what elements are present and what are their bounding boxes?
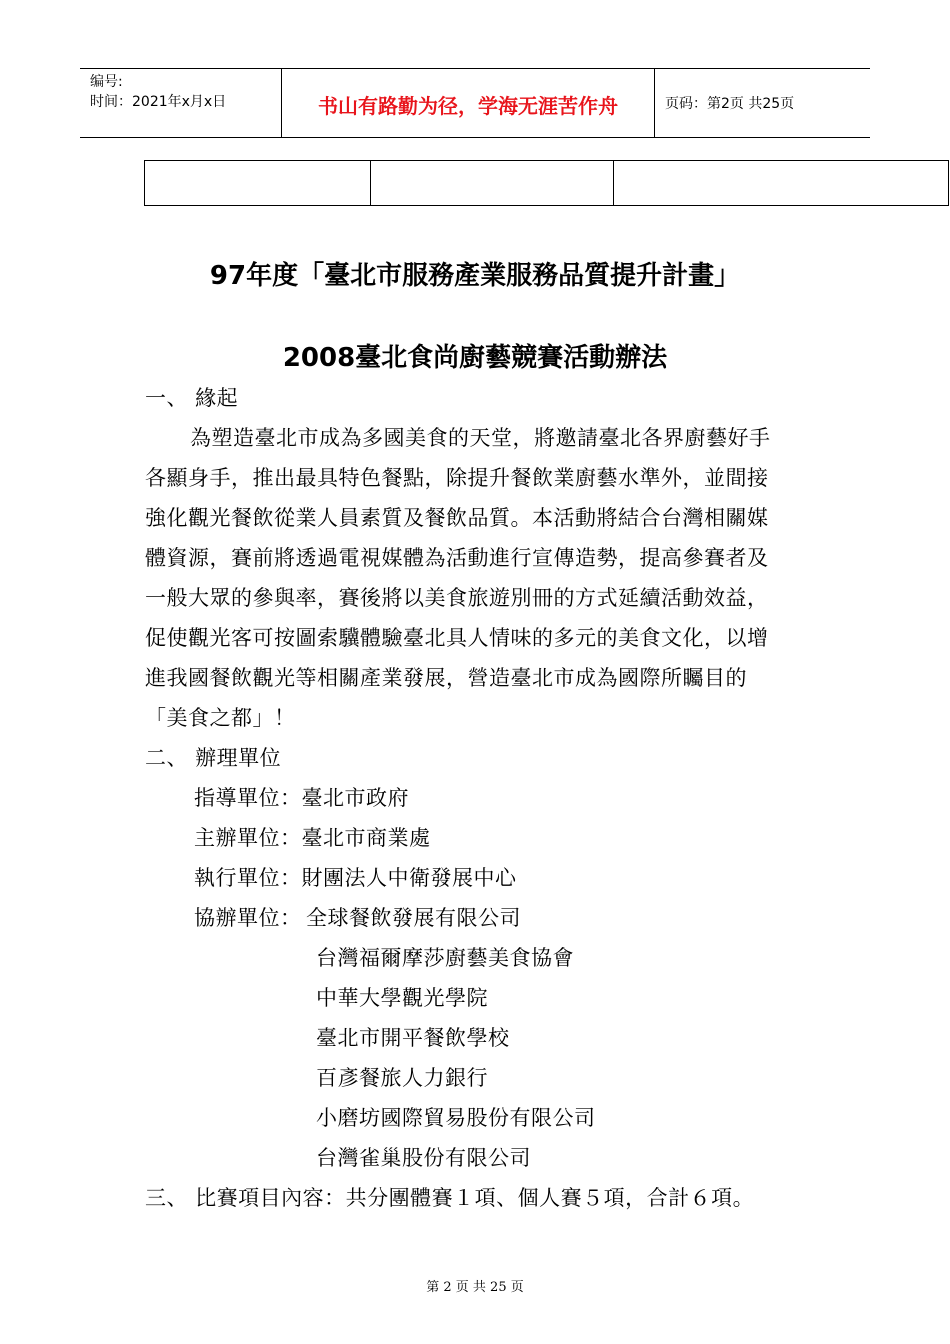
header-info-cell bbox=[80, 69, 282, 137]
section-heading: 三、 比賽項目內容：共分團體賽１項、個人賽５項，合計６項。 bbox=[145, 1186, 755, 1210]
paragraph-line: 為塑造臺北市成為多國美食的天堂，將邀請臺北各界廚藝好手 bbox=[190, 426, 771, 450]
motto-text: 书山有路勤为径，学海无涯苦作舟 bbox=[318, 94, 618, 118]
paragraph-line: 進我國餐飲觀光等相關產業發展，營造臺北市成為國際所矚目的 bbox=[145, 666, 747, 690]
co-organizer: 台灣福爾摩莎廚藝美食協會 bbox=[316, 946, 574, 970]
co-organizer: 百彥餐旅人力銀行 bbox=[316, 1066, 488, 1090]
co-organizer: 臺北市開平餐飲學校 bbox=[316, 1026, 510, 1050]
sub-title: 2008臺北食尚廚藝競賽活動辦法 bbox=[282, 343, 668, 373]
section-heading: 一、 緣起 bbox=[145, 386, 239, 410]
main-title: 97年度「臺北市服務產業服務品質提升計畫」 bbox=[209, 261, 741, 291]
table-divider bbox=[370, 161, 371, 205]
header-page-cell bbox=[655, 69, 870, 137]
section-heading: 二、 辦理單位 bbox=[145, 746, 282, 770]
table-divider bbox=[613, 161, 614, 205]
paragraph-line: 體資源，賽前將透過電視媒體為活動進行宣傳造勢，提高參賽者及 bbox=[145, 546, 769, 570]
co-organizer: 中華大學觀光學院 bbox=[316, 986, 488, 1010]
paragraph-line: 各顯身手，推出最具特色餐點，除提升餐飲業廚藝水準外，並間接 bbox=[145, 466, 769, 490]
document-header bbox=[80, 68, 870, 138]
header-motto-cell bbox=[282, 69, 655, 137]
paragraph-line: 一般大眾的參與率，賽後將以美食旅遊別冊的方式延續活動效益， bbox=[145, 586, 769, 610]
guide-unit: 指導單位：臺北市政府 bbox=[194, 786, 409, 810]
page-footer: 第 2 页 共 25 页 bbox=[426, 1280, 524, 1295]
co-organizer-label: 協辦單位： bbox=[194, 906, 302, 930]
executor-unit: 執行單位：財團法人中衛發展中心 bbox=[194, 866, 517, 890]
co-organizer: 台灣雀巢股份有限公司 bbox=[316, 1146, 531, 1170]
doc-number-label: 编号: bbox=[90, 74, 123, 90]
paragraph-line: 促使觀光客可按圖索驥體驗臺北具人情味的多元的美食文化，以增 bbox=[145, 626, 769, 650]
page-info: 页码：第2页 共25页 bbox=[665, 96, 795, 112]
host-unit: 主辦單位：臺北市商業處 bbox=[194, 826, 431, 850]
paragraph-line: 「美食之都」！ bbox=[145, 706, 296, 730]
co-organizer: 全球餐飲發展有限公司 bbox=[306, 906, 521, 930]
date-text: 时间：2021年x月x日 bbox=[90, 94, 227, 110]
co-organizer: 小磨坊國際貿易股份有限公司 bbox=[316, 1106, 596, 1130]
paragraph-line: 強化觀光餐飲從業人員素質及餐飲品質。本活動將結合台灣相關媒 bbox=[145, 506, 769, 530]
empty-table bbox=[144, 160, 949, 206]
